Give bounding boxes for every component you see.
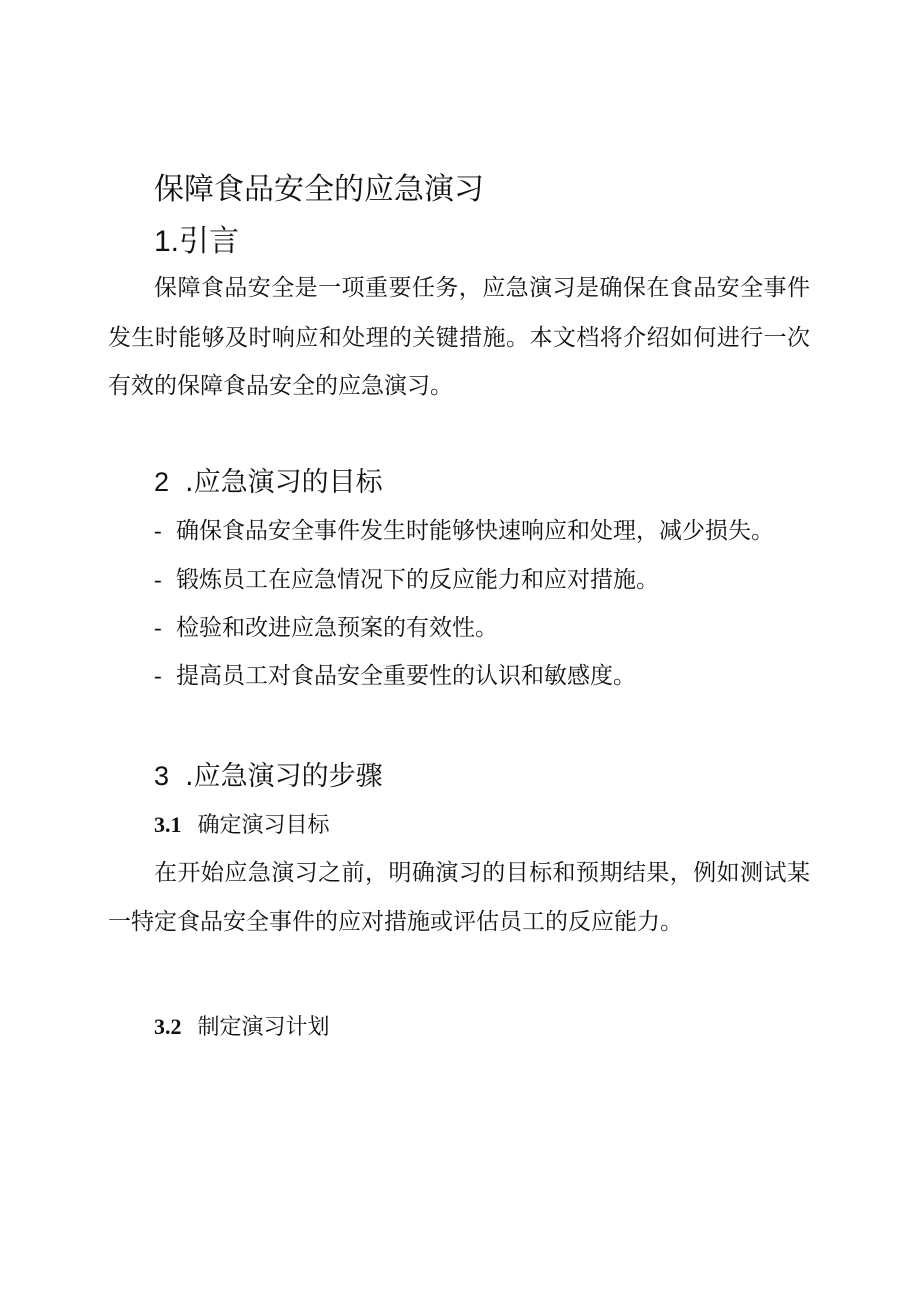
section-title: 引言 [179, 224, 240, 259]
paragraph-line: 在开始应急演习之前，明确演习的目标和预期结果，例如测试某 [154, 860, 810, 886]
section-number: 1. [154, 225, 180, 258]
list-item-text: 确保食品安全事件发生时能够快速响应和处理，减少损失。 [176, 518, 774, 544]
section-number: 3 [154, 761, 170, 791]
subsection-number: 3.2 [154, 1014, 182, 1039]
list-item [154, 660, 636, 692]
list-item [154, 612, 498, 644]
section-3-heading [154, 756, 383, 797]
bullet-marker: - [154, 518, 162, 543]
list-item-text: 检验和改进应急预案的有效性。 [176, 615, 498, 641]
paragraph-line: 保障食品安全是一项重要任务，应急演习是确保在食品安全事件 [154, 275, 810, 301]
section-2-heading [154, 462, 383, 503]
bullet-marker: - [154, 567, 162, 592]
section-number: 2 [154, 467, 170, 497]
paragraph-line: 有效的保障食品安全的应急演习。 [108, 373, 453, 399]
paragraph-line: 一特定食品安全事件的应对措施或评估员工的反应能力。 [108, 909, 683, 935]
subsection-title: 制定演习计划 [197, 1015, 330, 1040]
list-item [154, 564, 659, 596]
list-item-text: 提高员工对食品安全重要性的认识和敏感度。 [176, 663, 636, 689]
subsection-number: 3.1 [154, 812, 182, 837]
subsection-3-1-heading [154, 810, 330, 841]
document-title: 保障食品安全的应急演习 [154, 172, 484, 207]
bullet-marker: - [154, 615, 162, 640]
list-item [154, 515, 774, 547]
list-item-text: 锻炼员工在应急情况下的反应能力和应对措施。 [176, 567, 659, 593]
section-1-heading [154, 222, 239, 262]
section-title: .应急演习的目标 [185, 467, 383, 498]
bullet-marker: - [154, 663, 162, 688]
subsection-title: 确定演习目标 [197, 813, 330, 838]
paragraph-line: 发生时能够及时响应和处理的关键措施。本文档将介绍如何进行一次 [108, 325, 810, 351]
section-title: .应急演习的步骤 [185, 761, 383, 792]
subsection-3-2-heading [154, 1012, 330, 1043]
